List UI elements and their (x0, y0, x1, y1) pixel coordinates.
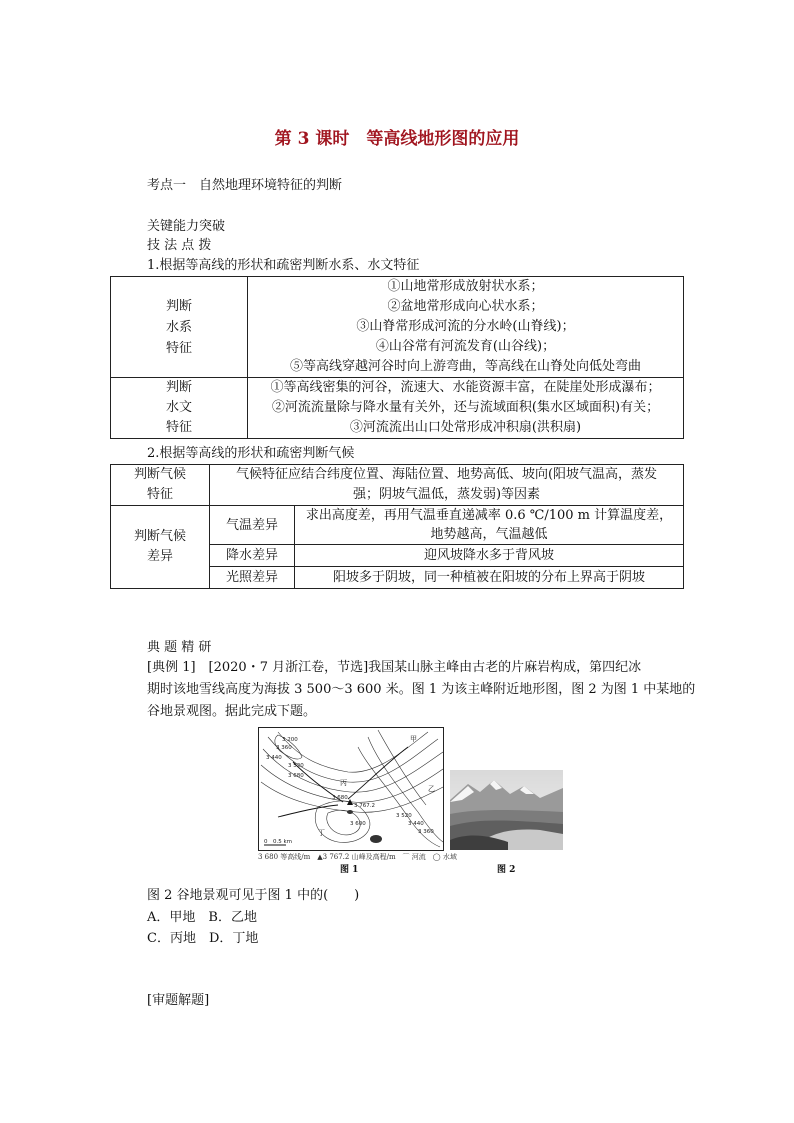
head-line: 差异 (146, 549, 173, 564)
contour-value: 3 520 (396, 813, 412, 819)
map-label: 丁 (318, 829, 325, 837)
table-row (111, 465, 684, 506)
contour-value: 3 360 (418, 829, 434, 835)
head-line: 水文 (165, 400, 192, 415)
example-line: 谷地景观图。据此完成下题。 (147, 704, 317, 719)
row-head-hydrology (111, 378, 248, 439)
map-label: 甲 (410, 735, 417, 743)
contour-map-figure (258, 727, 444, 851)
table-row (111, 506, 684, 545)
climate-table (110, 464, 684, 589)
list-item: ⑤等高线穿越河谷时向上游弯曲，等高线在山脊处向低处弯曲 (289, 359, 641, 374)
options-line: C．丙地 D．丁地 (147, 931, 259, 946)
head-line: 特征 (165, 420, 192, 435)
contour-value: 3 440 (266, 755, 282, 761)
map-legend: 3 680 等高线/m ▲3 767.2 山峰及高程/m ⌒ 河流 ◯ 水域 (258, 853, 457, 861)
row-head-climate-difference (111, 506, 210, 589)
valley-landscape-photo (450, 770, 563, 850)
text-line: 求出高度差，再用气温垂直递减率 0.6 ℃/100 m 计算温度差， (305, 508, 673, 523)
contour-value: 3 200 (282, 737, 298, 743)
contour-value: 3 440 (408, 821, 424, 827)
contour-value: 3 680 (332, 795, 348, 801)
list-item: ①山地常形成放射状水系； (387, 279, 544, 294)
typical-problem-heading: 典 题 精 研 (147, 640, 212, 655)
head-line: 判断气候 (133, 529, 186, 544)
list-item: ③河流流出山口处常形成冲积扇(洪积扇) (349, 420, 582, 435)
contour-value: 3 360 (276, 745, 292, 751)
head-line: 特征 (146, 487, 173, 502)
map-label: 乙 (428, 785, 435, 793)
head-line: 判断 (165, 298, 192, 314)
water-system-items (248, 277, 684, 378)
scale-label: 0 0.5 km (264, 839, 293, 845)
head-line: 特征 (165, 340, 192, 356)
list-item: ②盆地常形成向心状水系； (387, 299, 544, 314)
question-text: 图 2 谷地景观可见于图 1 中的( ) (147, 888, 360, 903)
row-head-water-system (111, 277, 248, 378)
temperature-difference-text (295, 506, 684, 545)
table-row (111, 378, 684, 439)
temperature-difference-label: 气温差异 (210, 506, 295, 545)
list-item: ④山谷常有河流发育(山谷线)； (375, 339, 556, 354)
section-heading: 考点一 自然地理环境特征的判断 (147, 178, 343, 193)
contour-value: 3 520 (288, 763, 304, 769)
options-line: A．甲地 B．乙地 (147, 910, 257, 925)
map-label: 丙 (340, 779, 347, 787)
head-line: 判断气候 (133, 467, 186, 482)
figure-2-caption: 图 2 (497, 865, 516, 875)
text-line: 强；阴坡气温低，蒸发弱)等因素 (352, 487, 541, 502)
text-line: 气候特征应结合纬度位置、海陆位置、地势高低、坡向(阳坡气温高，蒸发 (235, 467, 658, 482)
sunlight-difference-label: 光照差异 (210, 567, 295, 589)
figure-1-caption: 图 1 (340, 865, 359, 875)
climate-feature-text (210, 465, 684, 506)
text-line: 地势越高，气温越低 (430, 527, 548, 542)
subsection-tips: 技 法 点 拨 (147, 238, 212, 253)
row-head-climate-feature (111, 465, 210, 506)
hydrology-table (110, 276, 684, 439)
list-item: ②河流流量除与降水量有关外，还与流域面积(集水区域面积)有关； (271, 400, 660, 415)
review-heading: [审题解题] (147, 993, 210, 1008)
list-item: ①等高线密集的河谷，流速大、水能资源丰富，在陡崖处形成瀑布； (270, 380, 661, 395)
page-title: 第 3 课时 等高线地形图的应用 (274, 129, 520, 149)
precipitation-difference-text: 迎风坡降水多于背风坡 (295, 545, 684, 567)
table-row (111, 277, 684, 378)
head-line: 水系 (165, 319, 192, 335)
point-2-heading: 2.根据等高线的形状和疏密判断气候 (147, 446, 355, 461)
list-item: ③山脊常形成河流的分水岭(山脊线)； (356, 319, 575, 334)
contour-value: 3 767.2 (354, 803, 375, 809)
example-line: 期时该地雪线高度为海拔 3 500～3 600 米。图 1 为该主峰附近地形图，图 2 为图 1 中某地的 (147, 682, 696, 697)
contour-value: 3 600 (350, 821, 366, 827)
hydrology-items (248, 378, 684, 439)
head-line: 判断 (165, 380, 192, 395)
example-line: [典例 1] [2020・7 月浙江卷，节选]我国某山脉主峰由古老的片麻岩构成，第四纪冰 (147, 660, 642, 675)
point-1-heading: 1.根据等高线的形状和疏密判断水系、水文特征 (147, 258, 420, 273)
sunlight-difference-text: 阳坡多于阴坡，同一种植被在阳坡的分布上界高于阴坡 (295, 567, 684, 589)
precipitation-difference-label: 降水差异 (210, 545, 295, 567)
contour-value: 3 680 (288, 773, 304, 779)
subsection-key-ability: 关键能力突破 (147, 219, 226, 234)
